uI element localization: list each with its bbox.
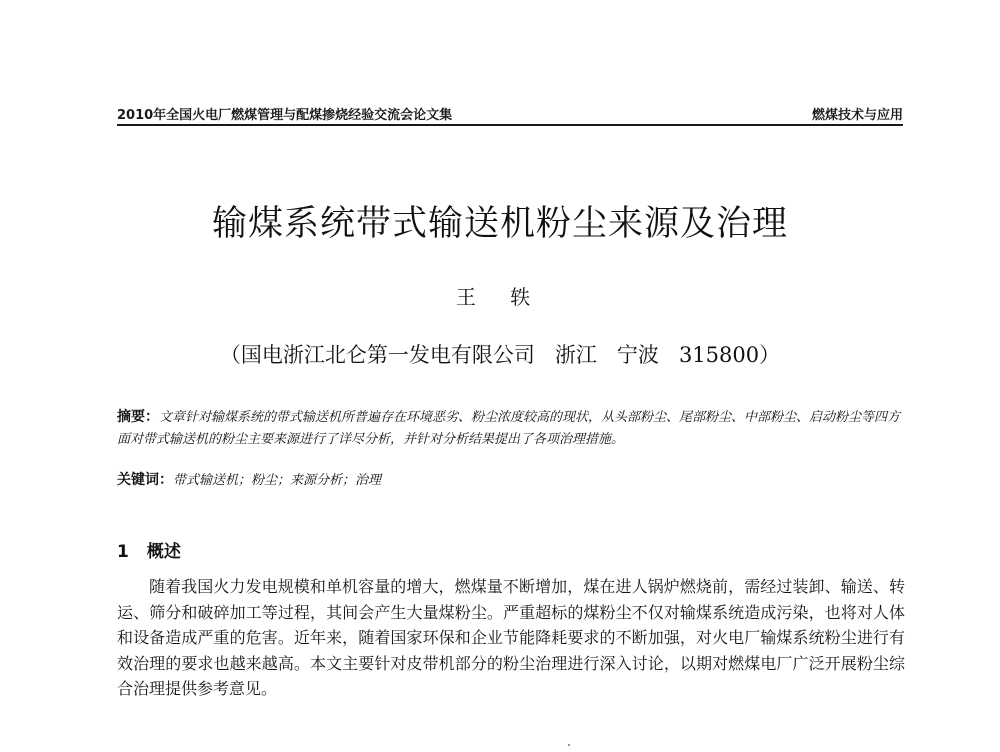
scan-speck <box>568 744 570 746</box>
section-paragraph: 随着我国火力发电规模和单机容量的增大，燃煤量不断增加，煤在进人锅炉燃烧前，需经过装卸、输送、转运、筛分和破碎加工等过程，其间会产生大量煤粉尘。严重超标的煤粉尘不仅对输煤系统造成污染，也将对人体和设备造成严重的危害。近年来，随着国家环保和企业节能降耗要求的不断加强，对火电厂输煤系统粉尘进行有效治理的要求也越来越高。本文主要针对皮带机部分的粉尘治理进行深入讨论，以期对燃煤电厂广泛开展粉尘综合治理提供参考意见。 <box>117 577 905 698</box>
keywords-label: 关键词： <box>117 472 173 488</box>
running-header <box>117 101 903 123</box>
paper-title: 输煤系统带式输送机粉尘来源及治理 <box>211 204 788 244</box>
header-rule <box>117 124 903 126</box>
keywords-text: 带式输送机；粉尘；来源分析；治理 <box>173 473 382 488</box>
section-heading <box>117 537 181 562</box>
section-number: 1 <box>117 542 129 562</box>
header-section-name: 燃煤技术与应用 <box>811 108 903 123</box>
author-name: 王 轶 <box>455 285 545 309</box>
abstract-text: 文章针对输煤系统的带式输送机所普遍存在环境恶劣、粉尘浓度较高的现状，从头部粉尘、尾部粉尘、中部粉尘、启动粉尘等四方面对带式输送机的粉尘主要来源进行了详尽分析，并针对分析结果提出了各项治理措施。 <box>117 410 901 447</box>
section-title: 概述 <box>146 542 181 562</box>
header-proceedings-title: 2010年全国火电厂燃煤管理与配煤掺烧经验交流会论文集 <box>117 108 453 123</box>
abstract <box>117 406 907 451</box>
abstract-label: 摘要： <box>117 409 159 425</box>
keywords <box>117 469 907 492</box>
author-affiliation: （国电浙江北仑第一发电有限公司 浙江 宁波 315800） <box>219 343 781 367</box>
